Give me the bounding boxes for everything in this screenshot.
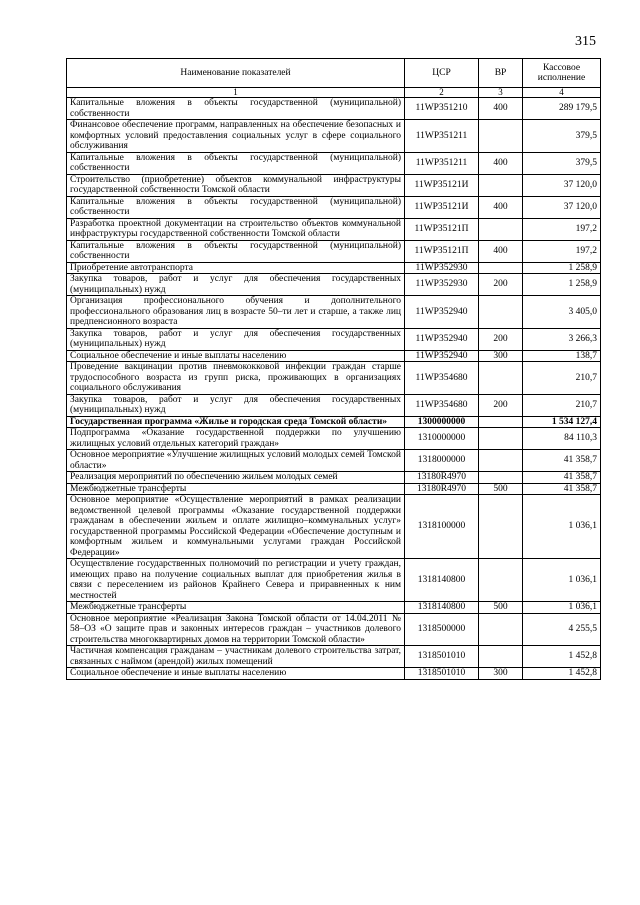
indicator-name-cell: Основное мероприятие «Осуществление мероприятий в рамках реализации ведомственной целевой программы «Оказание государственной поддержки гражданам в обеспечении жильем и оплате жилищно–коммунальных услуг» государственной программы Российской Федерации «Обеспечение доступным и комфортным жильем и коммунальными услугами граждан Российской Федерации» — [67, 495, 405, 559]
indicator-name-cell: Социальное обеспечение и иные выплаты населению — [67, 668, 405, 680]
cash-execution-cell: 138,7 — [523, 350, 601, 362]
indicator-name-cell: Государственная программа «Жилье и городская среда Томской области» — [67, 416, 405, 428]
indicator-name-cell: Капитальные вложения в объекты государственной (муниципальной) собственности — [67, 98, 405, 120]
column-number: 4 — [523, 88, 601, 98]
cash-execution-cell: 379,5 — [523, 152, 601, 174]
vr-code-cell: 500 — [479, 602, 523, 614]
cash-execution-cell: 37 120,0 — [523, 196, 601, 218]
table-row — [67, 472, 601, 484]
csr-code-cell: 11WP352940 — [405, 350, 479, 362]
vr-code-cell — [479, 450, 523, 472]
csr-code-cell: 13180R4970 — [405, 483, 479, 495]
table-row — [67, 602, 601, 614]
column-number: 1 — [67, 88, 405, 98]
vr-code-cell: 200 — [479, 274, 523, 296]
csr-code-cell: 1318140800 — [405, 559, 479, 602]
vr-code-cell — [479, 218, 523, 240]
csr-code-cell: 11WP35121И — [405, 174, 479, 196]
cash-execution-cell: 1 258,9 — [523, 262, 601, 274]
vr-code-cell: 200 — [479, 328, 523, 350]
indicator-name-cell: Осуществление государственных полномочий по регистрации и учету граждан, имеющих право на получение социальных выплат для приобретения жилья в связи с переселением из районов Крайнего Севера и приравненных к ним местностей — [67, 559, 405, 602]
table-row — [67, 613, 601, 646]
cash-execution-cell: 3 405,0 — [523, 296, 601, 329]
cash-execution-cell: 1 036,1 — [523, 495, 601, 559]
csr-code-cell: 11WP351211 — [405, 152, 479, 174]
csr-code-cell: 1300000000 — [405, 416, 479, 428]
table-row — [67, 120, 601, 153]
indicator-name-cell: Межбюджетные трансферты — [67, 483, 405, 495]
cash-execution-cell: 1 452,8 — [523, 646, 601, 668]
csr-code-cell: 1318140800 — [405, 602, 479, 614]
csr-code-cell: 11WP35121П — [405, 240, 479, 262]
indicator-name-cell: Проведение вакцинации против пневмококковой инфекции граждан старше трудоспособного возраста из групп риска, проживающих в организациях социального обслуживания — [67, 362, 405, 395]
cash-execution-cell: 41 358,7 — [523, 483, 601, 495]
csr-code-cell: 1318000000 — [405, 450, 479, 472]
indicator-name-cell: Закупка товаров, работ и услуг для обеспечения государственных (муниципальных) нужд — [67, 394, 405, 416]
vr-code-cell — [479, 559, 523, 602]
table-row — [67, 262, 601, 274]
vr-code-cell — [479, 646, 523, 668]
table-row — [67, 428, 601, 450]
table-header-row — [67, 59, 601, 88]
vr-code-cell: 300 — [479, 668, 523, 680]
column-number: 2 — [405, 88, 479, 98]
table-row — [67, 646, 601, 668]
indicator-name-cell: Основное мероприятие «Улучшение жилищных условий молодых семей Томской области» — [67, 450, 405, 472]
header-csr: ЦСР — [405, 59, 479, 88]
indicator-name-cell: Строительство (приобретение) объектов коммунальной инфраструктуры государственной собственности Томской области — [67, 174, 405, 196]
csr-code-cell: 11WP352930 — [405, 274, 479, 296]
vr-code-cell — [479, 416, 523, 428]
indicator-name-cell: Разработка проектной документации на строительство объектов коммунальной инфраструктуры государственной собственности Томской области — [67, 218, 405, 240]
cash-execution-cell: 84 110,3 — [523, 428, 601, 450]
cash-execution-cell: 197,2 — [523, 218, 601, 240]
vr-code-cell — [479, 262, 523, 274]
vr-code-cell: 400 — [479, 152, 523, 174]
table-row — [67, 152, 601, 174]
indicator-name-cell: Капитальные вложения в объекты государственной (муниципальной) собственности — [67, 152, 405, 174]
vr-code-cell — [479, 174, 523, 196]
vr-code-cell — [479, 472, 523, 484]
cash-execution-cell: 41 358,7 — [523, 472, 601, 484]
cash-execution-cell: 1 258,9 — [523, 274, 601, 296]
table-row — [67, 483, 601, 495]
cash-execution-cell: 289 179,5 — [523, 98, 601, 120]
csr-code-cell: 11WP354680 — [405, 362, 479, 395]
cash-execution-cell: 41 358,7 — [523, 450, 601, 472]
table-row — [67, 362, 601, 395]
indicator-name-cell: Подпрограмма «Оказание государственной поддержки по улучшению жилищных условий отдельных категорий граждан» — [67, 428, 405, 450]
csr-code-cell: 11WP35121П — [405, 218, 479, 240]
table-row — [67, 196, 601, 218]
vr-code-cell — [479, 613, 523, 646]
indicator-name-cell: Финансовое обеспечение программ, направленных на обеспечение безопасных и комфортных условий предоставления социальных услуг в сфере социального обслуживания — [67, 120, 405, 153]
indicator-name-cell: Основное мероприятие «Реализация Закона Томской области от 14.04.2011 № 58–ОЗ «О защите прав и законных интересов граждан – участников долевого строительства многоквартирных домов на территории Томской области» — [67, 613, 405, 646]
indicator-name-cell: Капитальные вложения в объекты государственной (муниципальной) собственности — [67, 240, 405, 262]
table-row — [67, 416, 601, 428]
csr-code-cell: 13180R4970 — [405, 472, 479, 484]
table-row — [67, 350, 601, 362]
page-number: 315 — [575, 34, 596, 49]
cash-execution-cell: 1 534 127,4 — [523, 416, 601, 428]
table-row — [67, 668, 601, 680]
indicator-name-cell: Закупка товаров, работ и услуг для обеспечения государственных (муниципальных) нужд — [67, 274, 405, 296]
indicator-name-cell: Реализация мероприятий по обеспечению жильем молодых семей — [67, 472, 405, 484]
csr-code-cell: 11WP351211 — [405, 120, 479, 153]
vr-code-cell — [479, 120, 523, 153]
indicator-name-cell: Межбюджетные трансферты — [67, 602, 405, 614]
table-row — [67, 495, 601, 559]
vr-code-cell: 300 — [479, 350, 523, 362]
vr-code-cell: 500 — [479, 483, 523, 495]
csr-code-cell: 11WP351210 — [405, 98, 479, 120]
csr-code-cell: 1318501010 — [405, 668, 479, 680]
indicator-name-cell: Организация профессионального обучения и дополнительного профессионального образования лиц в возрасте 50–ти лет и старше, а также лиц предпенсионного возраста — [67, 296, 405, 329]
indicator-name-cell: Приобретение автотранспорта — [67, 262, 405, 274]
table-row — [67, 296, 601, 329]
csr-code-cell: 1318500000 — [405, 613, 479, 646]
table-row — [67, 240, 601, 262]
cash-execution-cell: 1 036,1 — [523, 559, 601, 602]
cash-execution-cell: 210,7 — [523, 362, 601, 395]
table-row — [67, 218, 601, 240]
vr-code-cell: 400 — [479, 98, 523, 120]
table-row — [67, 174, 601, 196]
indicator-name-cell: Социальное обеспечение и иные выплаты населению — [67, 350, 405, 362]
vr-code-cell — [479, 362, 523, 395]
csr-code-cell: 11WP35121И — [405, 196, 479, 218]
header-name: Наименование показателей — [67, 59, 405, 88]
header-sum: Кассовое исполнение — [523, 59, 601, 88]
indicator-name-cell: Частичная компенсация гражданам – участникам долевого строительства затрат, связанных с наймом (арендой) жилых помещений — [67, 646, 405, 668]
csr-code-cell: 11WP352930 — [405, 262, 479, 274]
column-number-row — [67, 88, 601, 98]
vr-code-cell: 400 — [479, 240, 523, 262]
cash-execution-cell: 3 266,3 — [523, 328, 601, 350]
table-row — [67, 450, 601, 472]
table-row — [67, 559, 601, 602]
csr-code-cell: 11WP352940 — [405, 328, 479, 350]
vr-code-cell: 200 — [479, 394, 523, 416]
csr-code-cell: 11WP354680 — [405, 394, 479, 416]
table-row — [67, 98, 601, 120]
csr-code-cell: 1310000000 — [405, 428, 479, 450]
cash-execution-cell: 1 036,1 — [523, 602, 601, 614]
vr-code-cell — [479, 296, 523, 329]
indicator-name-cell: Закупка товаров, работ и услуг для обеспечения государственных (муниципальных) нужд — [67, 328, 405, 350]
cash-execution-cell: 4 255,5 — [523, 613, 601, 646]
csr-code-cell: 1318501010 — [405, 646, 479, 668]
vr-code-cell — [479, 495, 523, 559]
cash-execution-cell: 1 452,8 — [523, 668, 601, 680]
table-body — [67, 98, 601, 680]
indicator-name-cell: Капитальные вложения в объекты государственной (муниципальной) собственности — [67, 196, 405, 218]
vr-code-cell: 400 — [479, 196, 523, 218]
csr-code-cell: 11WP352940 — [405, 296, 479, 329]
table-row — [67, 328, 601, 350]
cash-execution-cell: 379,5 — [523, 120, 601, 153]
csr-code-cell: 1318100000 — [405, 495, 479, 559]
table-row — [67, 394, 601, 416]
budget-execution-table — [66, 58, 601, 680]
cash-execution-cell: 210,7 — [523, 394, 601, 416]
column-number: 3 — [479, 88, 523, 98]
cash-execution-cell: 37 120,0 — [523, 174, 601, 196]
header-vr: ВР — [479, 59, 523, 88]
cash-execution-cell: 197,2 — [523, 240, 601, 262]
table-row — [67, 274, 601, 296]
vr-code-cell — [479, 428, 523, 450]
